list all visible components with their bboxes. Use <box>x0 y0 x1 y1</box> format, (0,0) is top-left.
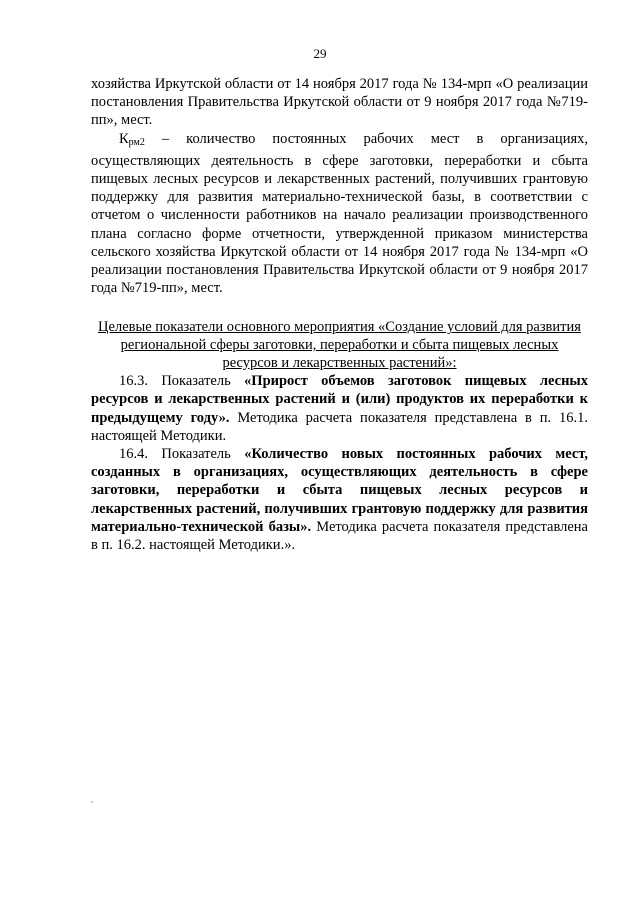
page-number: 29 <box>313 46 327 61</box>
paragraph-continuation: хозяйства Иркутской области от 14 ноября 2017 года № 134-мрп «О реализации постановления Правительства Иркутской области от 9 ноября 2017 года №719-пп», мест. <box>91 76 588 129</box>
formula-symbol-subscript: рм2 <box>128 136 145 148</box>
definition-text: – количество постоянных рабочих мест в организациях, осуществляющих деятельность в сфере заготовки, переработки и сбыта пищевых лесных ресурсов и лекарственных растений, получивших грантовую поддержку для развития материально-технической базы, в соответствии с отчетом о численности работников на начало реализации производственного плана согласно форме отчетности, утвержденной приказом министерства сельского хозяйства Иркутской области от 14 ноября 2017 года № 134-мрп «О реализации постановления Правительства Иркутской области от 9 ноября 2017 года №719-пп», мест. <box>91 130 588 297</box>
item-16-3-prefix: 16.3. Показатель <box>119 373 245 390</box>
section-heading-line-1: Целевые показатели основного мероприятия «Создание условий для развития <box>98 319 581 336</box>
section-heading-line-3: ресурсов и лекарственных растений»: <box>222 354 457 371</box>
section-heading <box>91 319 588 372</box>
item-16-3 <box>91 372 588 445</box>
item-16-3-indicator-name: «Прирост объемов заготовок пищевых лесных ресурсов и лекарственных растений и (или) продуктов их переработки к предыдущему году». <box>91 373 588 426</box>
formula-symbol: К <box>119 130 129 147</box>
item-16-4 <box>91 445 588 554</box>
item-16-3-suffix: Методика расчета показателя представлена в п. 16.1. настоящей Методики. <box>91 409 588 444</box>
scan-dot-artifact <box>91 801 93 803</box>
section-heading-line-2: региональной сферы заготовки, переработки и сбыта пищевых лесных <box>120 337 559 354</box>
document-body <box>91 75 588 554</box>
item-16-4-prefix: 16.4. Показатель <box>119 446 245 463</box>
item-16-4-suffix: Методика расчета показателя представлена в п. 16.2. настоящей Методики.». <box>91 518 588 554</box>
item-16-4-indicator-name: «Количество новых постоянных рабочих мест, созданных в организациях, осуществляющих деятельность в сфере заготовки, переработки и сбыта пищевых лесных ресурсов и лекарственных растений, получивших грантовую поддержку для развития материально-технической базы». <box>91 446 588 535</box>
paragraph-krm2-definition <box>91 130 588 298</box>
